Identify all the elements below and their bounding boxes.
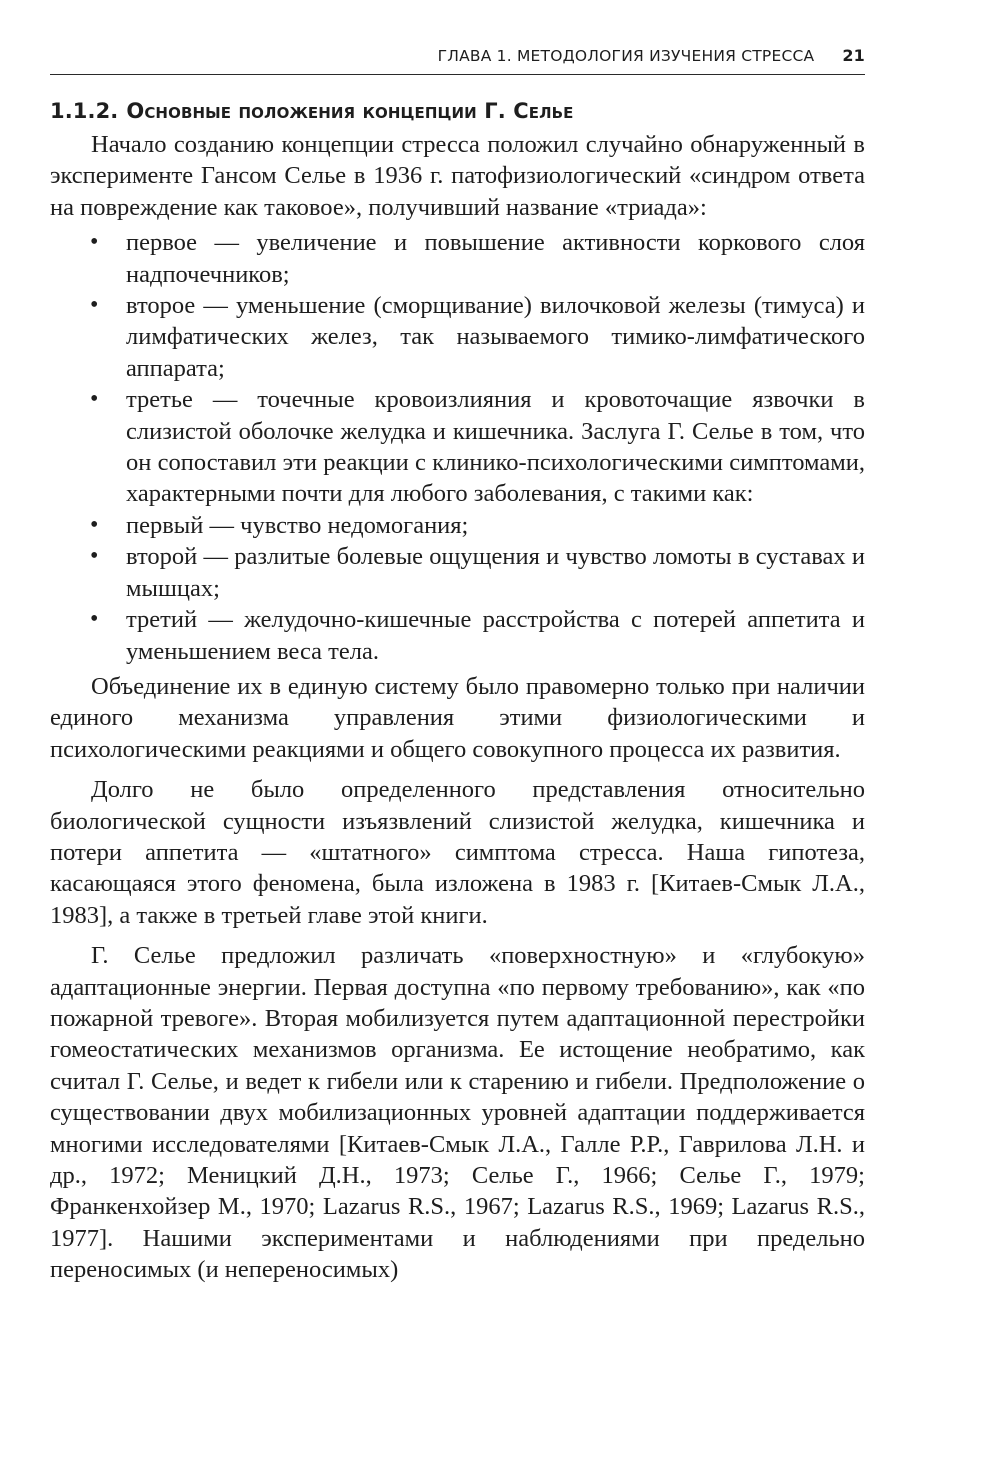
list-item-text: второй — разлитые болевые ощущения и чувство ломоты в суставах и мышцах; (126, 543, 865, 602)
bullet-icon: • (90, 386, 99, 413)
section-title: Основные положения концепции Г. Селье (126, 99, 574, 123)
section-number: 1.1.2. (50, 99, 119, 123)
section-heading (50, 99, 865, 123)
list-item (50, 604, 865, 667)
list-item (50, 290, 865, 384)
paragraph-adaptation-energy: Г. Селье предложил различать «поверхностную» и «глубокую» адаптационные энергии. Первая доступна «по первому требованию», как «по пожарной тревоге». Вторая мобилизуется путем адаптационной перестройки гомеостатических механизмов организма. Ее истощение необратимо, как считал Г. Селье, и ведет к гибели или к старению и гибели. Предположение о существовании двух мобилизационных уровней адаптации поддерживается многими исследователями [Китаев-Смык Л.А., Галле Р.Р., Гаврилова Л.Н. и др., 1972; Меницкий Д.Н., 1973; Селье Г., 1966; Селье Г., 1979; Франкенхойзер М., 1970; Lazarus R.S., 1967; Lazarus R.S., 1969; Lazarus R.S., 1977]. Нашими экспериментами и наблюдениями при предельно переносимых (и непереносимых) (50, 942, 865, 1284)
list-item (50, 384, 865, 510)
paragraph-intro: Начало созданию концепции стресса положил случайно обнаруженный в эксперименте Гансом Селье в 1936 г. патофизиологический «синдром ответа на повреждение как таковое», получивший название «триада»: (50, 131, 865, 221)
bullet-icon: • (90, 606, 99, 633)
paragraph-unification: Объединение их в единую систему было правомерно только при наличии единого механизма управления этими физиологическими и психологическими реакциями и общего совокупного процесса их развития. (50, 672, 865, 763)
page-number: 21 (842, 46, 865, 65)
list-item-text: третий — желудочно-кишечные расстройства с потерей аппетита и уменьшением веса тела. (126, 606, 865, 665)
chapter-title: ГЛАВА 1. МЕТОДОЛОГИЯ ИЗУЧЕНИЯ СТРЕССА (437, 47, 815, 65)
running-header (50, 46, 865, 75)
list-item (50, 541, 865, 604)
list-item (50, 510, 865, 541)
list-item (50, 227, 865, 290)
paragraph-hypothesis: Долго не было определенного представления относительно биологической сущности изъязвлений слизистой желудка, кишечника и потери аппетита — «штатного» симптома стресса. Наша гипотеза, касающаяся этого феномена, была изложена в 1983 г. [Китаев-Смык Л.А., 1983], а также в третьей главе этой книги. (50, 776, 865, 929)
book-page (50, 46, 865, 1295)
body-text (50, 129, 865, 1286)
list-item-text: первое — увеличение и повышение активности коркового слоя надпочечников; (126, 229, 865, 288)
bullet-icon: • (90, 543, 99, 570)
list-item-text: третье — точечные кровоизлияния и кровоточащие язвочки в слизистой оболочке желудка и кишечника. Заслуга Г. Селье в том, что он сопоставил эти реакции с клинико-психологическими симптомами, характерными почти для любого заболевания, с такими как: (126, 386, 865, 508)
list-item-text: первый — чувство недомогания; (126, 511, 469, 539)
bullet-icon: • (90, 511, 99, 538)
bullet-icon: • (90, 229, 99, 256)
bullet-icon: • (90, 292, 99, 319)
list-item-text: второе — уменьшение (сморщивание) вилочковой железы (тимуса) и лимфатических желез, так называемого тимико-лимфатического аппарата; (126, 292, 865, 382)
bullet-list (50, 227, 865, 667)
